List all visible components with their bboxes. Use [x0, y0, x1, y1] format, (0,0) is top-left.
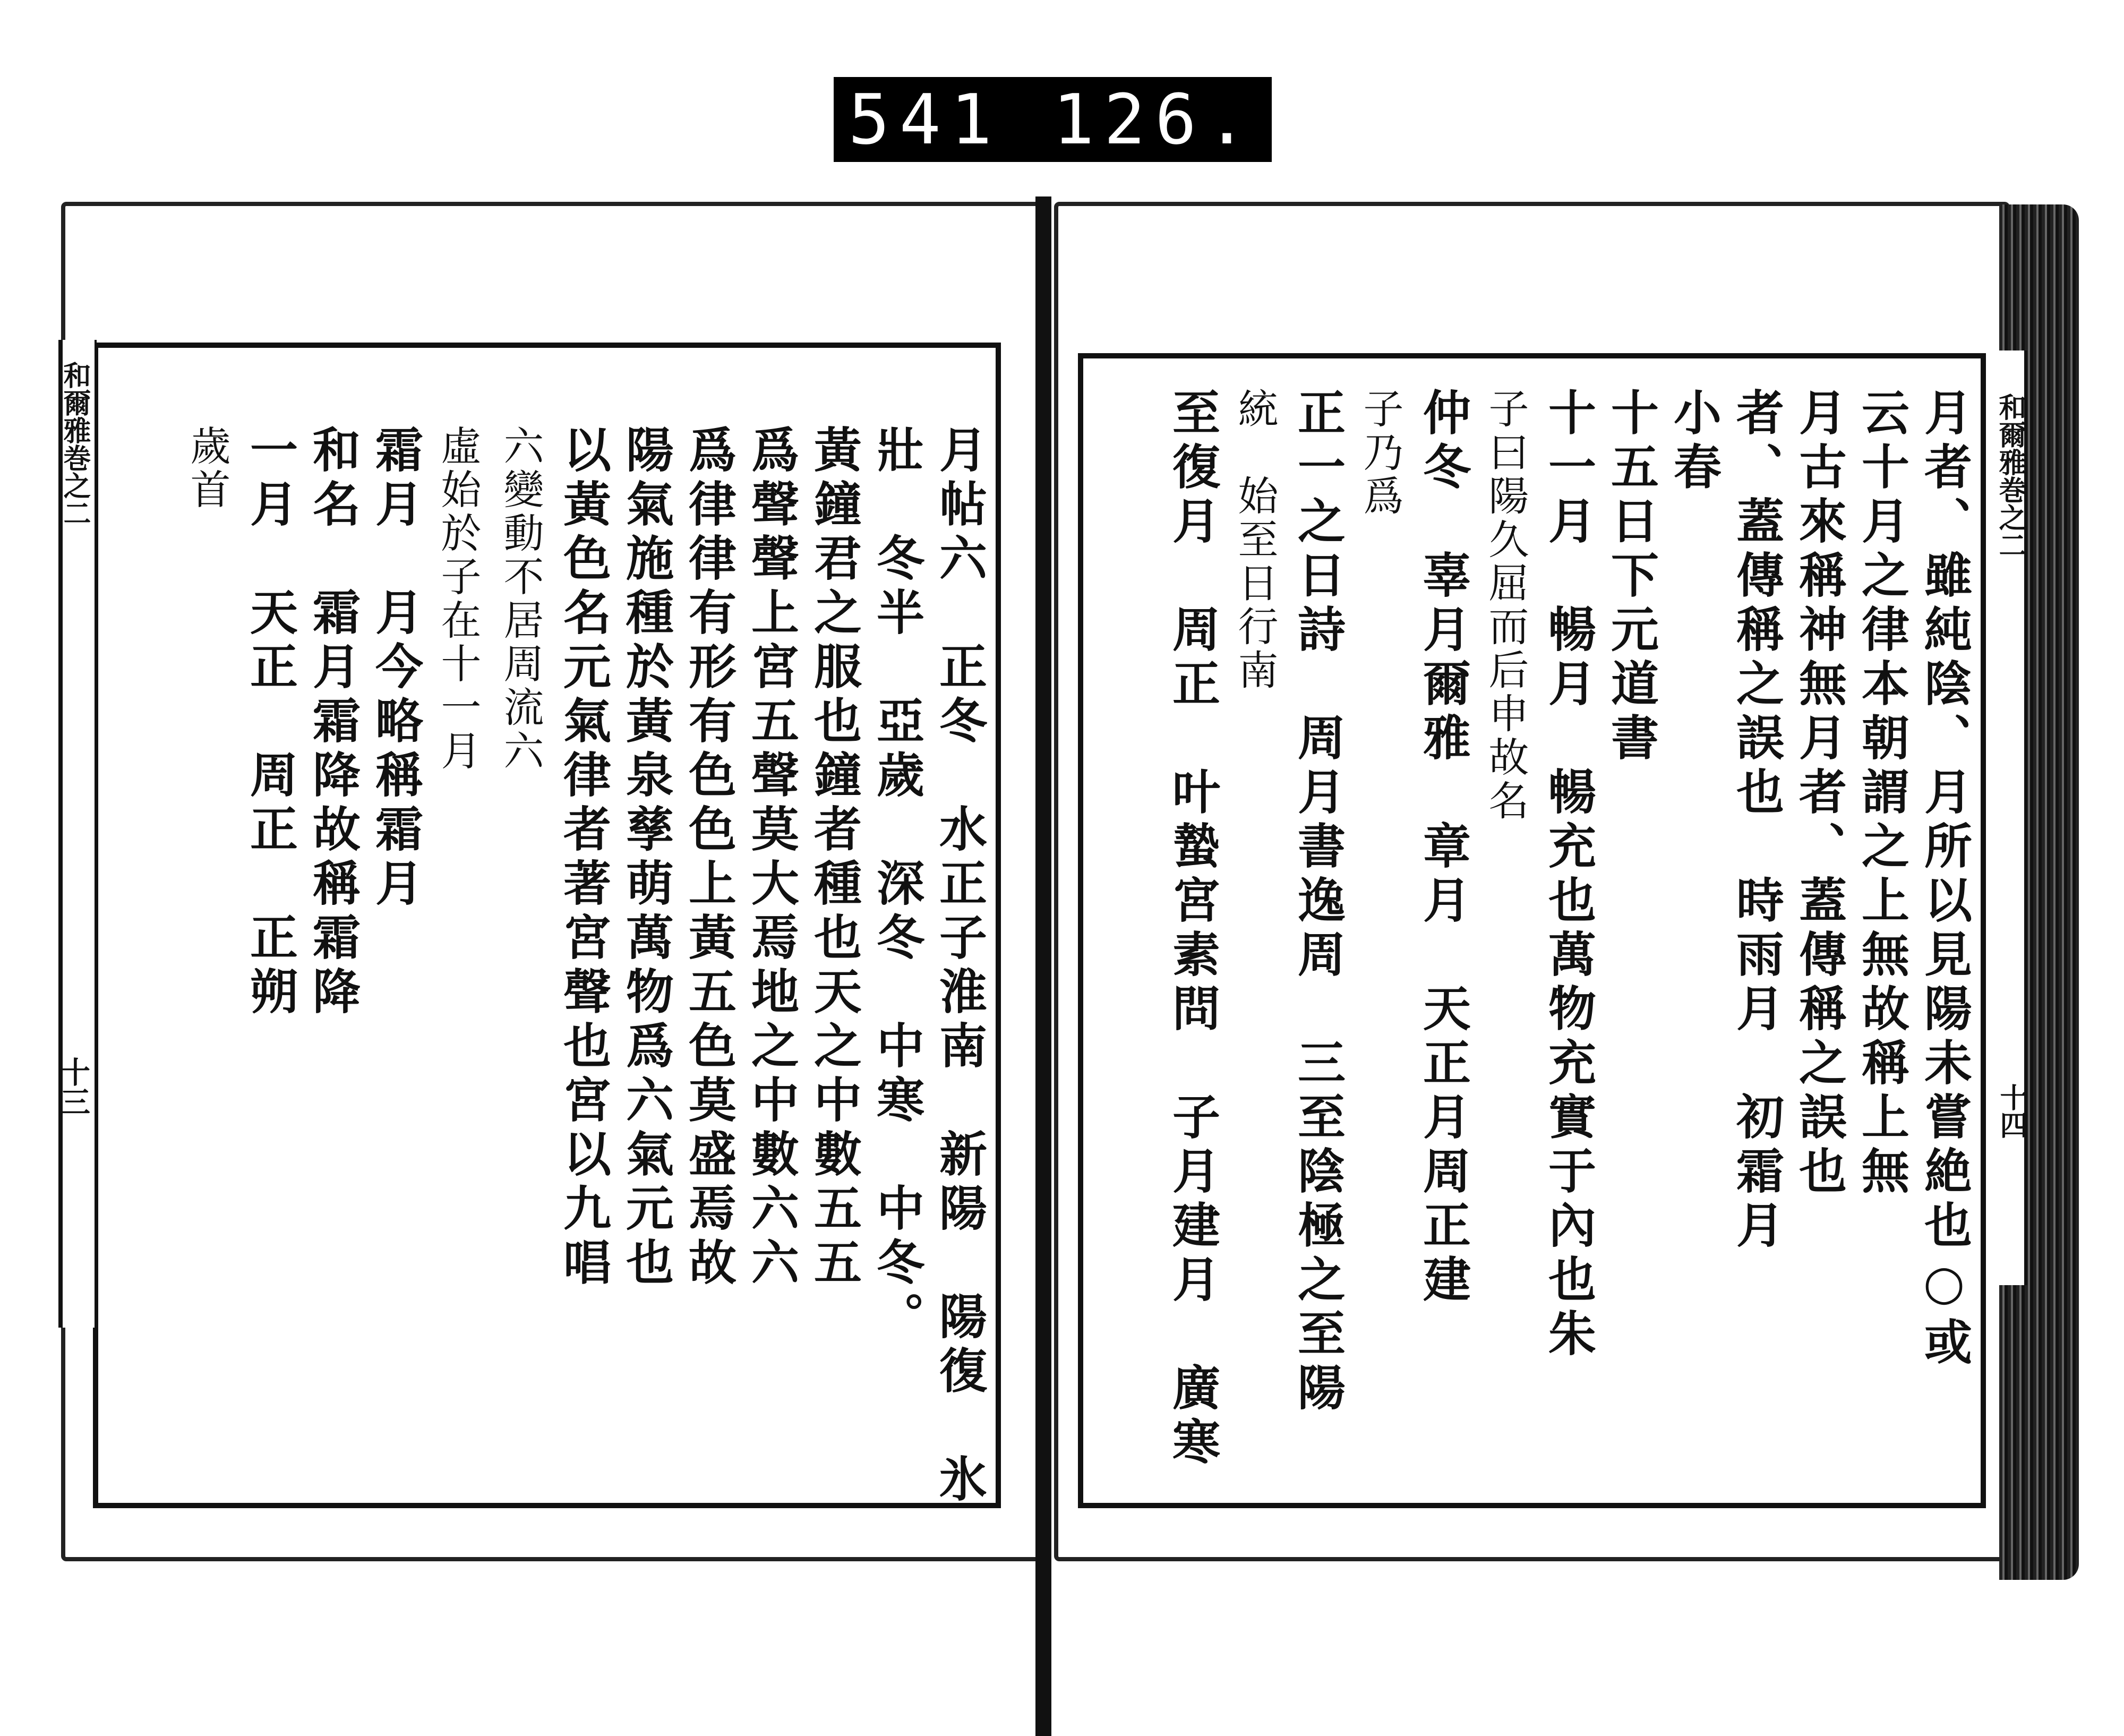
book-gutter — [1035, 196, 1051, 1736]
tab-title: 和爾雅巻之二 — [1994, 393, 2026, 559]
text-column: 歲首 — [184, 425, 231, 512]
text-column: 十五日下元道書 — [1603, 388, 1659, 767]
text-column: 子曰陽久屈而后申故名 — [1482, 388, 1529, 823]
text-column: 統 始至日行南 — [1231, 388, 1279, 692]
text-column: 小春 — [1665, 388, 1722, 496]
text-column: 一月 天正 周正 正朔 — [242, 425, 298, 1021]
right-page-text — [1094, 388, 1975, 1492]
text-column: 子乃爲 — [1357, 388, 1404, 518]
text-column: 月帖六 正冬 水正子淮南 新陽 陽復 氷 — [931, 425, 987, 1508]
text-column: 和名 霜月霜降故稱霜降 — [304, 425, 361, 1021]
spine-title: 和爾雅巻之二 — [58, 361, 91, 527]
text-column: 正一之日詩 周月書逸周 三至陰極之至陽 — [1289, 388, 1346, 1417]
text-column: 爲律律有形有色色上黃五色莫盛焉故 — [680, 425, 736, 1292]
text-column: 壯 冬半 亞歲 深冬 中寒 中冬。 — [868, 425, 924, 1346]
text-column: 至復月 周正 叶蟄宮素問 子月建月 廣寒 — [1164, 388, 1220, 1471]
text-column: 月者、雖純陰、月所以見陽未嘗絶也○或 — [1916, 388, 1972, 1371]
catalog-label: 541 126. — [834, 77, 1272, 162]
text-column: 月古來稱神無月者、蓋傳稱之誤也 — [1791, 388, 1847, 1200]
tab-page-number: 十四 — [1995, 1083, 2027, 1139]
text-column: 陽氣施種於黃泉孳萌萬物爲六氣元也 — [618, 425, 674, 1292]
text-column: 爲聲聲上宮五聲莫大焉地之中數六六 — [743, 425, 799, 1292]
text-column: 者、蓋傳稱之誤也 時雨月 初霜月 — [1728, 388, 1784, 1254]
text-column: 云十月之律本朝謂之上無故稱上無 — [1853, 388, 1909, 1200]
left-margin-spine — [58, 340, 97, 1328]
text-column: 黃鐘君之服也鐘者種也天之中數五五 — [806, 425, 862, 1292]
left-page-text — [104, 425, 990, 1508]
right-margin-tab — [1987, 350, 2027, 1285]
text-column: 虛始於子在十一月 — [434, 425, 482, 773]
text-column: 霜月 月今略稱霜月 — [367, 425, 423, 912]
text-column: 六變動不居周流六 — [497, 425, 544, 773]
spine-page-number: 十三 — [56, 1057, 91, 1116]
text-column: 十一月 暢月 暢充也萬物充實于內也朱 — [1540, 388, 1596, 1363]
text-column: 仲冬 辜月爾雅 章月 天正月周正建 — [1415, 388, 1471, 1309]
text-column: 以黃色名元氣律者著宮聲也宮以九唱 — [555, 425, 611, 1292]
